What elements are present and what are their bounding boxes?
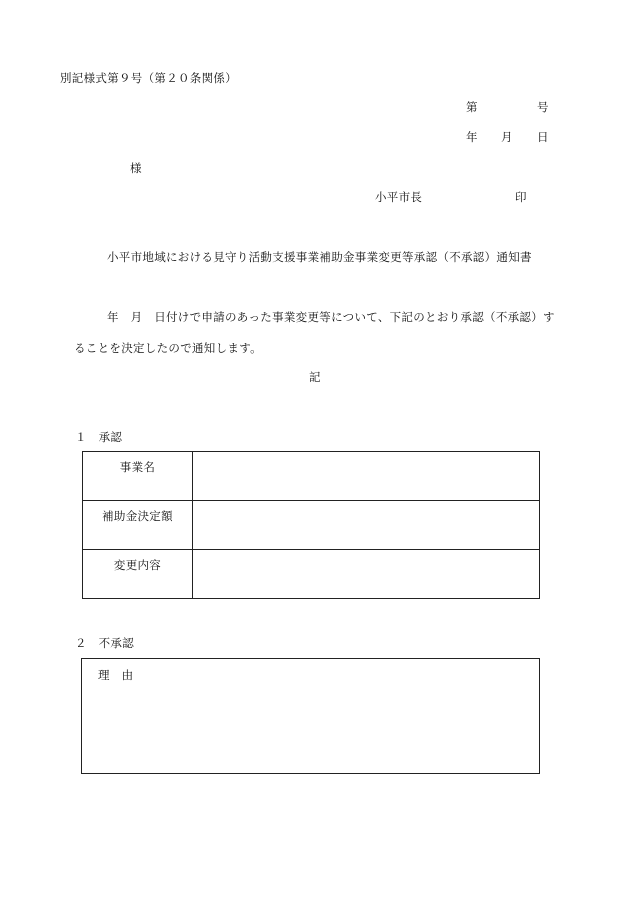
form-id: 別記様式第９号（第２０条関係）: [60, 71, 237, 85]
addressee-suffix: 様: [130, 161, 142, 175]
approval-table: [82, 451, 540, 599]
date-year-label: 年: [466, 130, 478, 144]
change-details-label: 変更内容: [83, 550, 193, 599]
section-approval-heading: １ 承認: [75, 430, 123, 444]
project-name-value: [193, 452, 540, 501]
subsidy-amount-value: [193, 501, 540, 550]
body-text-line-2: ることを決定したので通知します。: [74, 341, 262, 355]
document-number-suffix: 号: [537, 100, 549, 114]
reason-label: 理 由: [98, 668, 134, 682]
document-number-prefix: 第: [466, 100, 478, 114]
body-text-line-1: 年 月 日付けで申請のあった事業変更等について、下記のとおり承認（不承認）す: [107, 310, 555, 324]
document-title: 小平市地域における見守り活動支援事業補助金事業変更等承認（不承認）通知書: [107, 250, 532, 264]
date-day-label: 日: [537, 130, 549, 144]
rejection-reason-box: [81, 658, 540, 774]
date-month-label: 月: [501, 130, 513, 144]
project-name-label: 事業名: [83, 452, 193, 501]
subsidy-amount-label: 補助金決定額: [83, 501, 193, 550]
section-rejection-heading: ２ 不承認: [75, 636, 134, 650]
ki-heading: 記: [309, 370, 321, 384]
change-details-value: [193, 550, 540, 599]
issuer-name: 小平市長: [375, 190, 423, 204]
seal-mark: 印: [515, 190, 527, 204]
table-row: [83, 501, 540, 550]
table-row: [83, 550, 540, 599]
table-row: [83, 452, 540, 501]
